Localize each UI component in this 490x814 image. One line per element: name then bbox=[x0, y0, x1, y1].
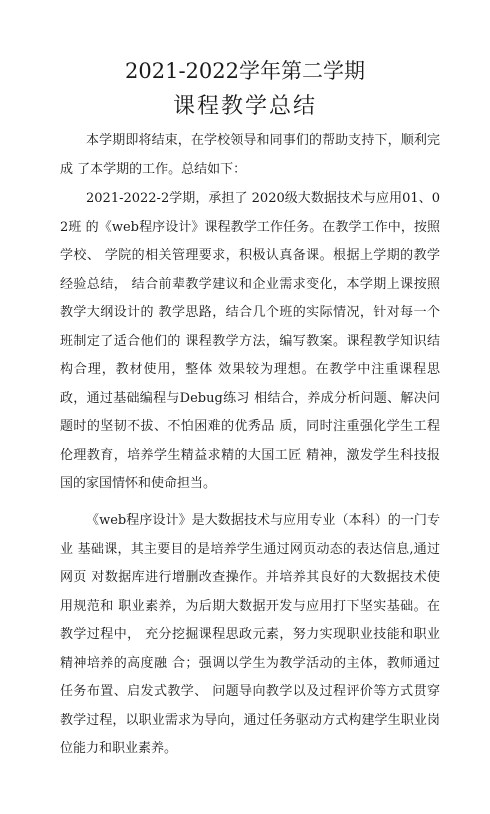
course-description-paragraph: 《web程序设计》是大数据技术与应用专业（本科）的一门专业 基础课，其主要目的是培养学生通过网页动态的表达信息,通过网页 对数据库进行增删改查操作。并培养其良好的大数据技术使用规范和 职业素养，为后期大数据开发与应用打下坚实基础。在教学过程中， 充分挖掘课程思政元素，努力实现职业技能和职业精神培养的高度融 合；强调以学生为教学活动的主体，教师通过任务布置、启发式教学、 问题导向教学以及过程评价等方式贯穿教学过程，以职业需求为导向，通过任务驱动方式构建学生职业岗位能力和职业素养。 bbox=[60, 513, 440, 756]
document-subtitle: 课程教学总结 bbox=[172, 94, 317, 119]
document-title: 2021-2022学年第二学期 bbox=[125, 59, 365, 83]
teaching-work-paragraph: 2021-2022-2学期，承担了 2020级大数据技术与应用01、02班 的《web程序设计》课程教学工作任务。在教学工作中，按照学校、 学院的相关管理要求，积极认真备课。根据上学期的教学经验总结， 结合前辈教学建议和企业需求变化，本学期上课按照教学大纲设计的 教学思路，结合几个班的实际情况，针对每一个班制定了适合他们的 课程教学方法，编写教案。课程教学知识结构合理，教材使用，整体 效果较为理想。在教学中注重课程思政，通过基础编程与Debug练习 相结合，养成分析问题、解决问题时的坚韧不拔、不怕困难的优秀品 质，同时注重强化学生工程伦理教育，培养学生精益求精的大国工匠 精神，激发学生科技报国的家国情怀和使命担当。 bbox=[60, 191, 440, 491]
intro-paragraph: 本学期即将结束，在学校领导和同事们的帮助支持下，顺利完成 了本学期的工作。总结如下： bbox=[60, 133, 440, 177]
